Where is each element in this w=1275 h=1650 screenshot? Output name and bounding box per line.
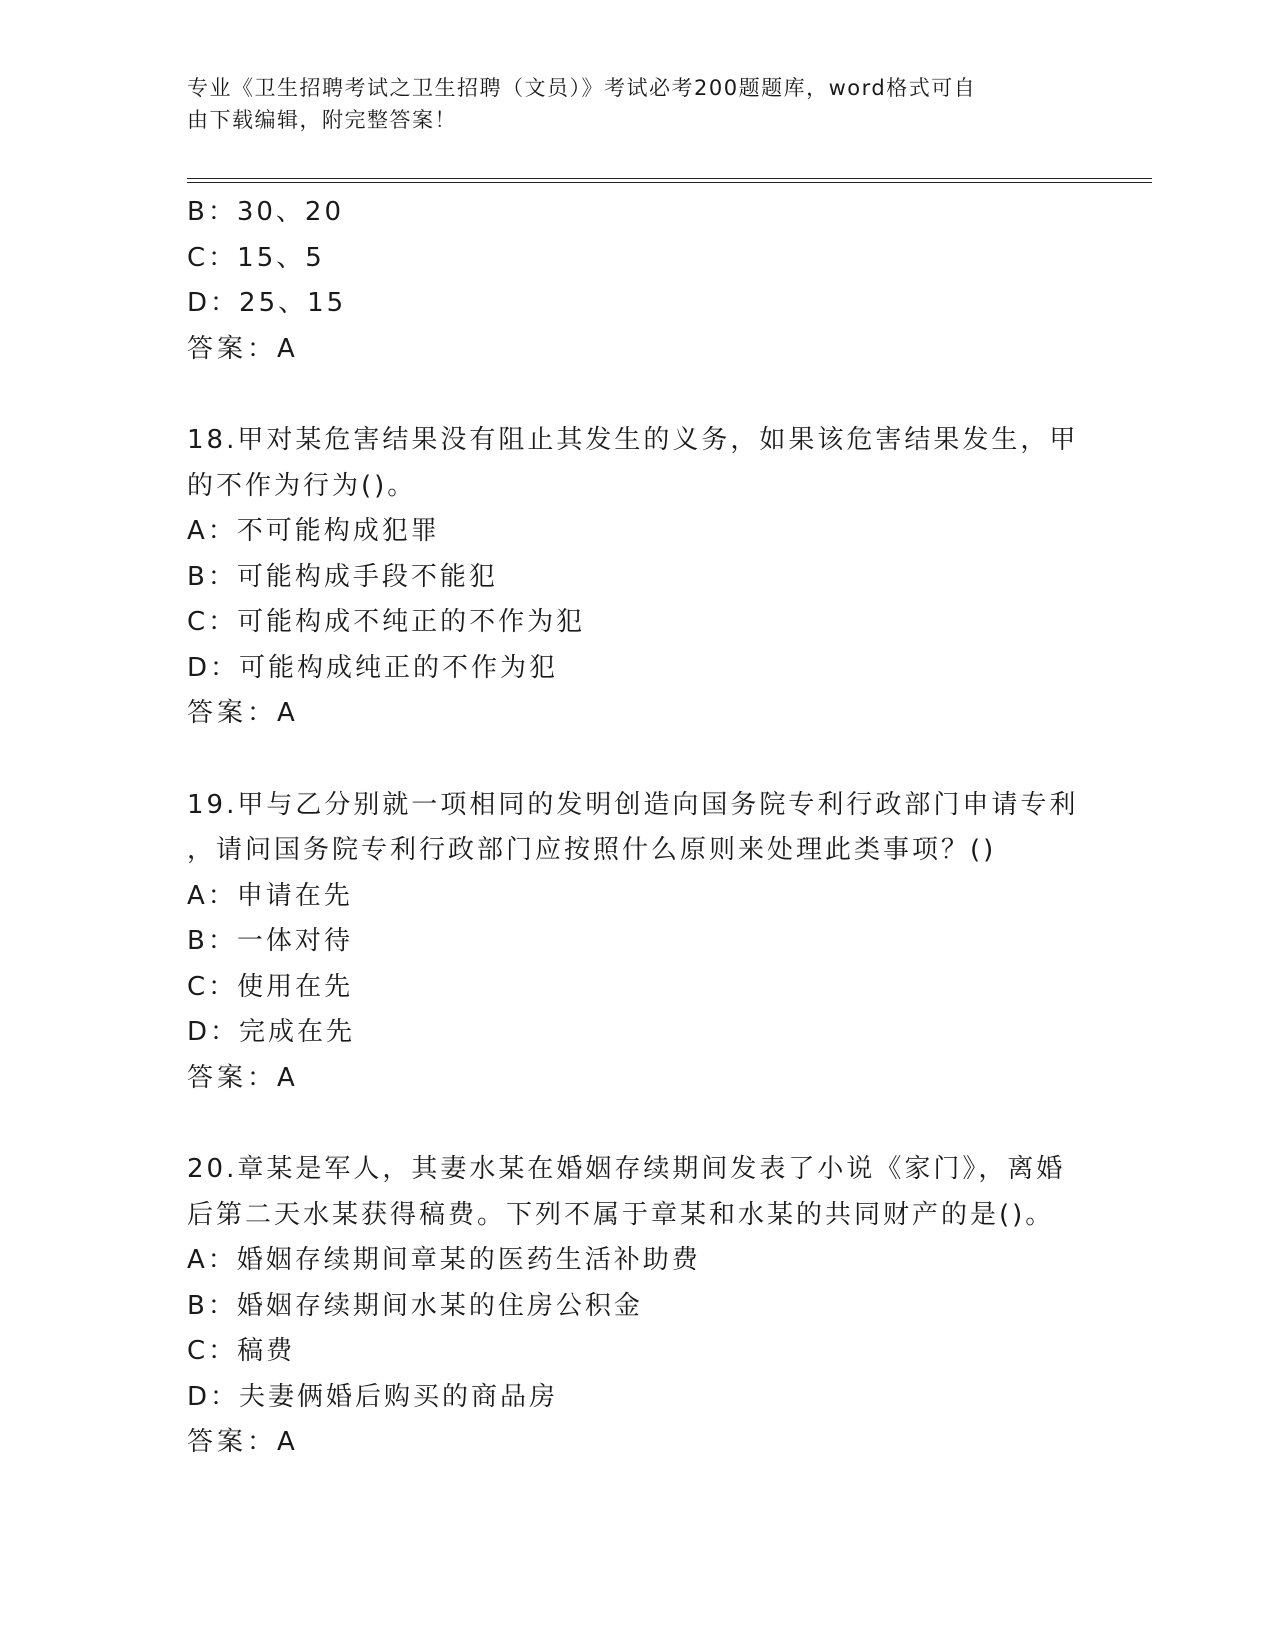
answer-line: 答案：A [187, 333, 299, 364]
header-divider-top [187, 178, 1152, 179]
option-b: B：一体对待 [187, 926, 353, 956]
option-d: D：夫妻俩婚后购买的商品房 [187, 1381, 559, 1412]
document-header [187, 72, 1067, 136]
spacer [187, 1101, 1087, 1147]
question-18 [187, 418, 1087, 737]
question-text-line-2: 的不作为行为()。 [187, 470, 417, 501]
prev-question-block [187, 190, 1087, 372]
option-c: C：15、5 [187, 242, 325, 273]
option-d: D：完成在先 [187, 1017, 356, 1047]
answer-line: 答案：A [187, 698, 299, 728]
question-content [187, 190, 1087, 1466]
spacer [187, 372, 1087, 418]
option-c: C：使用在先 [187, 971, 354, 1002]
question-text-line-1: 18.甲对某危害结果没有阻止其发生的义务，如果该危害结果发生，甲 [187, 425, 1079, 455]
option-d: D：25、15 [187, 288, 347, 318]
answer-line: 答案：A [187, 1062, 299, 1093]
spacer [187, 737, 1087, 783]
option-c: C：稿费 [187, 1336, 296, 1366]
option-b: B：30、20 [187, 197, 345, 227]
answer-line: 答案：A [187, 1427, 299, 1457]
header-divider-bottom [187, 182, 1152, 183]
question-text-line-1: 19.甲与乙分别就一项相同的发明创造向国务院专利行政部门申请专利 [187, 789, 1079, 820]
option-c: C：可能构成不纯正的不作为犯 [187, 607, 586, 637]
header-line-1: 专业《卫生招聘考试之卫生招聘（文员）》考试必考200题题库，word格式可自 [187, 76, 977, 100]
header-line-2: 由下载编辑，附完整答案！ [187, 108, 457, 132]
question-text-line-2: 后第二天水某获得稿费。下列不属于章某和水某的共同财产的是()。 [187, 1199, 1055, 1230]
option-b: B：婚姻存续期间水某的住房公积金 [187, 1290, 643, 1321]
option-b: B：可能构成手段不能犯 [187, 561, 498, 592]
question-text-line-1: 20.章某是军人，其妻水某在婚姻存续期间发表了小说《家门》，离婚 [187, 1154, 1066, 1184]
option-d: D：可能构成纯正的不作为犯 [187, 652, 559, 683]
option-a: A：婚姻存续期间章某的医药生活补助费 [187, 1245, 701, 1275]
question-text-line-2: ，请问国务院专利行政部门应按照什么原则来处理此类事项？() [187, 835, 997, 865]
option-a: A：申请在先 [187, 880, 353, 911]
option-a: A：不可能构成犯罪 [187, 516, 440, 546]
question-20 [187, 1147, 1087, 1466]
question-19 [187, 783, 1087, 1102]
